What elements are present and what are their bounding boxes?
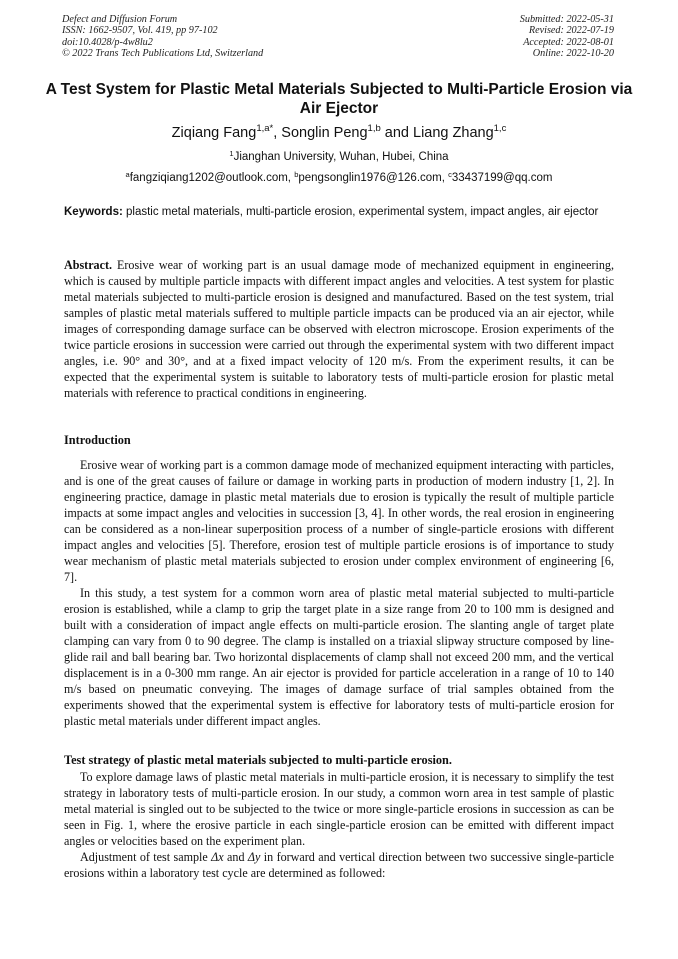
dates-info — [520, 14, 614, 60]
test-strategy-heading: Test strategy of plastic metal materials subjected to multi-particle erosion. — [64, 753, 452, 767]
affiliation-sup: 1 — [229, 149, 234, 158]
author-name: Songlin Peng — [281, 125, 368, 141]
text-run: Adjustment of test sample — [80, 850, 212, 864]
author-name: Ziqiang Fang — [171, 125, 257, 141]
paragraph — [64, 849, 614, 881]
author-separator: and — [380, 125, 414, 141]
author-separator: , — [273, 125, 282, 141]
text-run: and — [223, 850, 248, 864]
paper-title: A Test System for Plastic Metal Materials Subjected to Multi-Particle Erosion via Air Ejector — [45, 81, 633, 117]
introduction-body — [64, 457, 614, 729]
journal-info — [62, 14, 263, 60]
keywords — [64, 205, 614, 221]
accepted-date: Accepted: 2022-08-01 — [523, 36, 614, 48]
author-list — [0, 124, 678, 142]
email-address: 33437199@qq.com — [451, 172, 553, 184]
paragraph: To explore damage laws of plastic metal materials in multi-particle erosion, it is necessary to simplify the test strategy in laboratory tests of multi-particle erosion. In our study, a common worn area in test sample of plastic metal material is singled out to be subjected to the twice or more single-particle erosions in succession as can be seen in Fig. 1, where the erosive particle in each single-particle erosion can be emitted with different impact angles or velocities based on the experiment plan. — [64, 770, 614, 848]
math-delta-x: Δx — [211, 850, 224, 864]
revised-date: Revised: 2022-07-19 — [528, 25, 614, 37]
author-sup: 1,b — [367, 123, 381, 134]
abstract-text: Erosive wear of working part is an usual damage mode of mechanized equipment in engineering, which is caused by multiple particle impacts with different impact angles and velocities. A test system for plastic metal materials subjected to multi-particle erosion is designed and manufactured. Based on the test system, trial samples of plastic metal materials suffered to multiple particle impacts can be produced via an air ejector, while images of corresponding damage surface can be observed with electron microscope. Erosion experiments of the twice particle erosions in succession were carried out through the experimental system with two different impact angles, i.e. 90° and 30°, and at a fixed impact velocity of 120 m/s. From the experiment results, it can be expected that the experimental system is suitable to laboratory tests of multi-particle erosion for plastic metal materials with reference to practical conditions in engineering. — [64, 258, 614, 400]
submitted-date: Submitted: 2022-05-31 — [519, 14, 614, 25]
abstract — [64, 257, 614, 401]
email-sup: a — [125, 170, 130, 179]
introduction-heading: Introduction — [64, 433, 131, 447]
copyright-line: © 2022 Trans Tech Publications Ltd, Switzerland — [62, 48, 264, 60]
journal-name: Defect and Diffusion Forum — [62, 14, 178, 25]
email-list — [0, 172, 678, 184]
test-strategy-body — [64, 769, 614, 881]
keywords-label: Keywords: — [64, 206, 123, 218]
paragraph: In this study, a test system for a common worn area of plastic metal material subjected to multi-particle erosion is established, while a clamp to grip the target plate in a size range from 20 to 100 mm is designed and built with a consideration of impact angle effects on multi-particle erosion. The slanting angle of target plate clamping can vary from 0 to 90 degree. The clamp is installed on a triaxial slipway structure composed by line-glide rail and ball bearing bar. Two horizontal displacements of clamp shall not exceed 200 mm, and the vertical displacement is in a 0-300 mm range. An air ejector is provided for particle acceleration in a range of 10 to 140 m/s based on pneumatic conveying. The images of damage surface of trial samples obtained from the experiments showed that the experimental system is effective for laboratory tests of multi-particle erosion for plastic metal materials under different impact angles. — [64, 586, 614, 728]
paragraph: Erosive wear of working part is a common damage mode of mechanized equipment interacting with particles, and is one of the great causes of failure or damage in working parts in production of modern industry [1, 2]. In engineering practice, damage in plastic metal materials due to erosion is typically the result of multiple particle impacts at some impact angles and velocities in succession [3, 4]. In other words, the real erosion in engineering can be considered as a non-linear superposition process of a number of single-particle erosions with different impact angles and velocities [5]. Therefore, erosion test of multiple particle erosions is of importance to study wear mechanism of plastic metal materials subjected to erosion under complex environment of engineering [6, 7]. — [64, 458, 614, 584]
abstract-label: Abstract. — [64, 258, 113, 272]
math-delta-y: Δy — [247, 850, 261, 864]
author-name: Liang Zhang — [413, 125, 494, 141]
affiliation — [0, 151, 678, 163]
email-address: pengsonglin1976@126.com, — [298, 172, 449, 184]
affiliation-text: Jianghan University, Wuhan, Hubei, China — [233, 151, 449, 163]
issn-line: ISSN: 1662-9507, Vol. 419, pp 97-102 — [62, 25, 218, 37]
author-sup: 1,a* — [256, 123, 274, 134]
email-address: fangziqiang1202@outlook.com, — [129, 172, 295, 184]
email-sup: b — [294, 170, 299, 179]
keywords-text: plastic metal materials, multi-particle erosion, experimental system, impact angles, air ejector — [122, 206, 599, 218]
text-run: in forward and vertical direction between two successive single-particle erosions within a laboratory test cycle are determined as followed: — [64, 850, 615, 880]
doi-line: doi:10.4028/p-4w8lu2 — [62, 36, 153, 48]
online-date: Online: 2022-10-20 — [532, 48, 614, 60]
email-sup: c — [448, 170, 452, 179]
author-sup: 1,c — [493, 123, 507, 134]
